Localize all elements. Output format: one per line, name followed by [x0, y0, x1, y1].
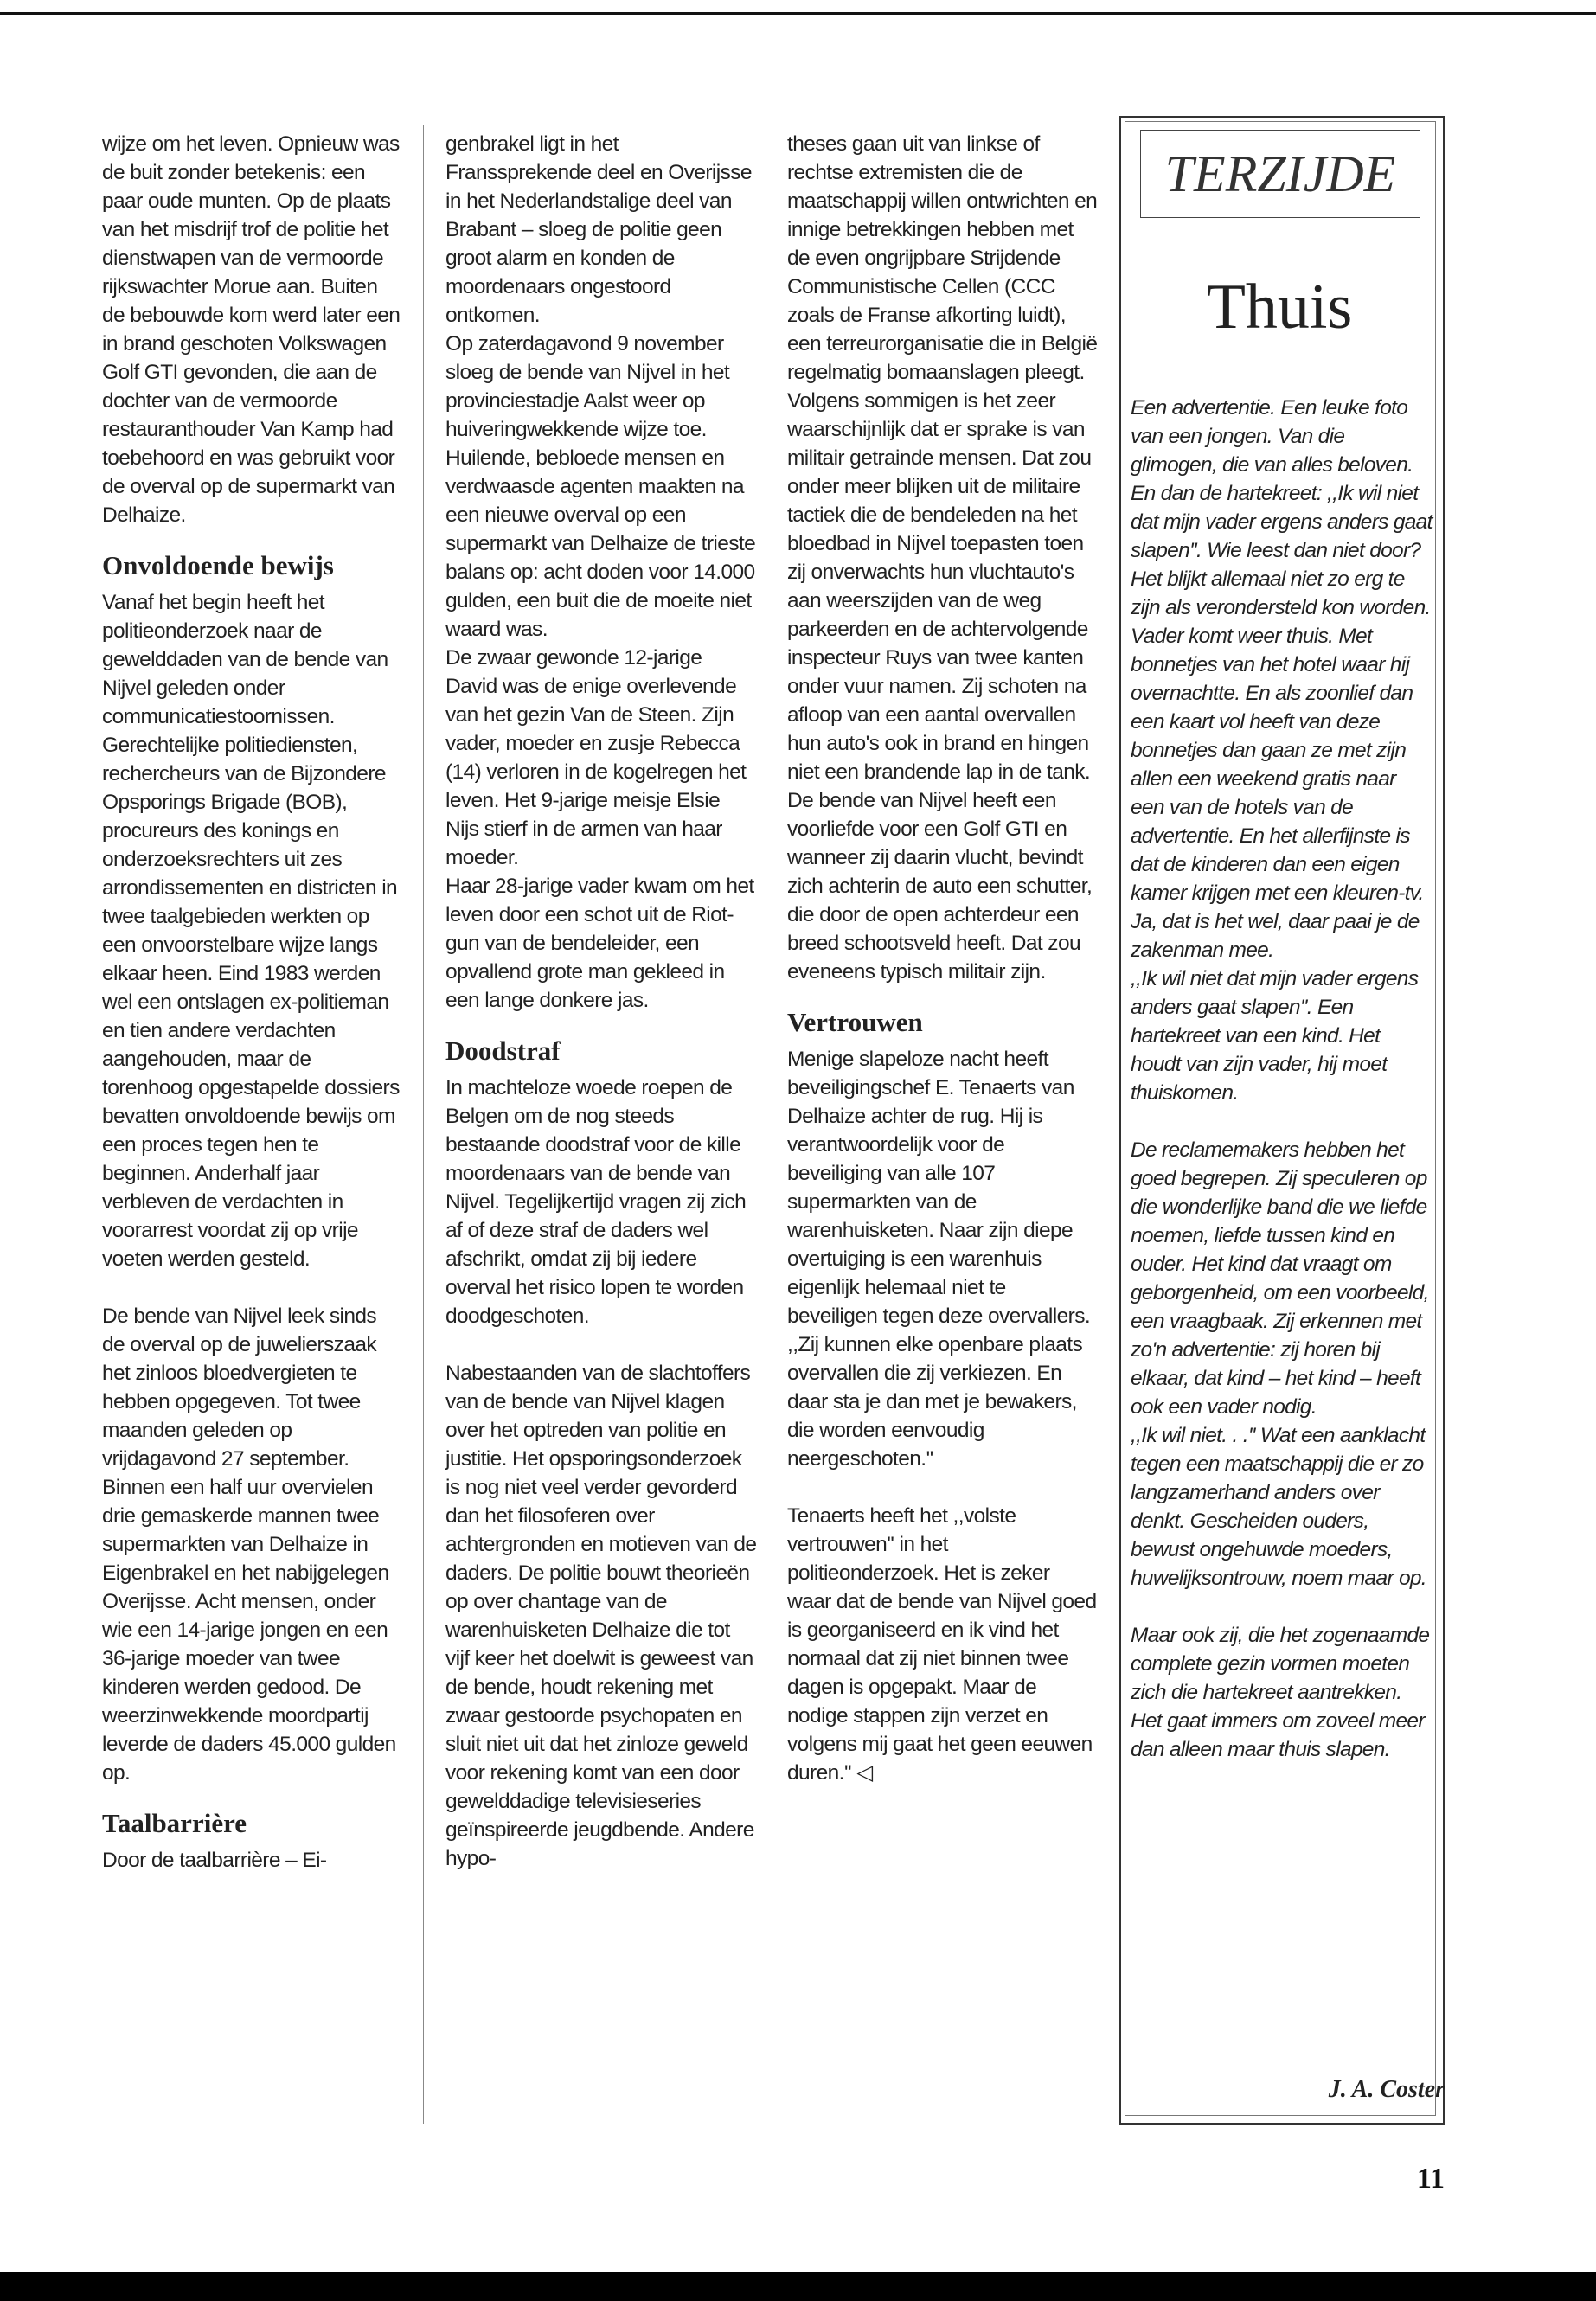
sidebar-text: [1131, 394, 1433, 1764]
paragraph: Door de taalbarrière – Ei-: [102, 1849, 327, 1872]
paragraph: Op zaterdagavond 9 november sloeg de bende van Nijvel in het provinciestadje Aalst weer op huiveringwekkende wijze toe. Huilende, bebloede mensen en verdwaasde agenten maakten na een nieuwe overval op een supermarkt van Delhaize de trieste balans op: acht doden voor 14.000 gulden, een buit die de moeite niet waard was.: [445, 332, 756, 641]
paragraph: genbrakel ligt in het Franssprekende deel en Overijsse in het Nederlandstalige deel van Brabant – sloeg de politie geen groot alarm en konden de moordenaars ongestoord ontkomen.: [445, 132, 752, 327]
article-column-3: [787, 130, 1099, 1787]
paragraph: Vanaf het begin heeft het politieonderzoek naar de gewelddaden van de bende van Nijvel geleden onder communicatiestoornissen. Gerechtelijke politiediensten, rechercheurs van de Bijzondere Opsporings Brigade (BOB), procureurs des konings en onderzoeksrechters uit zes arrondissementen en districten in twee taalgebieden werkten op een onvoorstelbare wijze langs elkaar heen. Eind 1983 werden wel een ontslagen ex-politieman en tien andere verdachten aangehouden, maar de torenhoog opgestapelde dossiers bevatten onvoldoende bewijs om een proces tegen hen te beginnen. Anderhalf jaar verbleven de verdachten in voorarrest voordat zij op vrije voeten werden gesteld.: [102, 591, 400, 1271]
article-column-1: [102, 130, 401, 1875]
paragraph: Maar ook zij, die het zogenaamde complete gezin vormen moeten zich die hartekreet aantrekken. Het gaat immers om zoveel meer dan alleen maar thuis slapen.: [1131, 1624, 1430, 1761]
paragraph: ,,Ik wil niet. . .'' Wat een aanklacht tegen een maatschappij die er zo langzamerhand anders over denkt. Gescheiden ouders, bewust ongehuwde moeders, huwelijksontrouw, noem maar op.: [1131, 1424, 1426, 1590]
page-number: 11: [1416, 2163, 1445, 2195]
paragraph: wijze om het leven. Opnieuw was de buit zonder betekenis: een paar oude munten. Op de plaats van het misdrijf trof de politie het dienstwapen van de vermoorde rijkswachter Morue aan. Buiten de bebouwde kom werd later een in brand geschoten Volkswagen Golf GTI gevonden, die aan de dochter van de vermoorde restauranthouder Van Kamp had toebehoord en was gebruikt voor de overval op de supermarkt van Delhaize.: [102, 132, 401, 527]
paragraph: Tenaerts heeft het ,,volste vertrouwen'' in het politieonderzoek. Het is zeker waar dat de bende van Nijvel goed is georganiseerd en ik vind het normaal dat zij niet binnen twee dagen is opgepakt. Maar de nodige stappen zijn verzet en volgens mij gaat het geen eeuwen duren.'' ◁: [787, 1504, 1097, 1785]
subheading: Vertrouwen: [787, 1007, 923, 1037]
subheading: Doodstraf: [445, 1035, 561, 1066]
paragraph: ,,Ik wil niet dat mijn vader ergens anders gaat slapen''. Een hartekreet van een kind. Het houdt van zijn vader, hij moet thuiskomen.: [1131, 967, 1419, 1105]
paragraph: theses gaan uit van linkse of rechtse extremisten die de maatschappij willen ontwrichten en innige betrekkingen hebben met de even ongrijpbare Strijdende Communistische Cellen (CCC zoals de Franse afkorting luidt), een terreurorganisatie die in België regelmatig bomaanslagen pleegt.: [787, 132, 1098, 384]
bottom-bar: [0, 2272, 1596, 2301]
author-byline: J. A. Coster: [1328, 2076, 1445, 2103]
paragraph: De zwaar gewonde 12-jarige David was de enige overlevende van het gezin Van de Steen. Zijn vader, moeder en zusje Rebecca (14) verloren in de kogelregen het leven. Het 9-jarige meisje Elsie Nijs stierf in de armen van haar moeder.: [445, 646, 747, 869]
paragraph: Haar 28-jarige vader kwam om het leven door een schot uit de Riot-gun van de bendeleider, een opvallend grote man gekleed in een lange donkere jas.: [445, 875, 754, 1012]
paragraph: Het blijkt allemaal niet zo erg te zijn als verondersteld kon worden. Vader komt weer thuis. Met bonnetjes van het hotel waar hij overnachtte. En als zoonlief dan een kaart vol heeft van deze bonnetjes dan gaan ze met zijn allen een weekend gratis naar een van de hotels van de advertentie. En het allerfijnste is dat de kinderen dan een eigen kamer krijgen met een kleuren-tv. Ja, dat is het wel, daar paai je de zakenman mee.: [1131, 567, 1431, 962]
top-rule: [0, 12, 1596, 15]
subheading: Taalbarrière: [102, 1808, 247, 1838]
article-column-2: [445, 130, 757, 1873]
subheading: Onvoldoende bewijs: [102, 550, 334, 580]
paragraph: Een advertentie. Een leuke foto van een jongen. Van die glimogen, die van alles beloven. En dan de hartekreet: ,,Ik wil niet dat mijn vader ergens anders gaat slapen''. Wie leest dan niet door?: [1131, 396, 1433, 562]
paragraph: Menige slapeloze nacht heeft beveiligingschef E. Tenaerts van Delhaize achter de rug. Hij is verantwoordelijk voor de beveiliging van alle 107 supermarkten van de warenhuisketen. Naar zijn diepe overtuiging is een warenhuis eigenlijk helemaal niet te beveiligen tegen deze overvallers. ,,Zij kunnen elke openbare plaats overvallen die zij verkiezen. En daar sta je dan met je bewakers, die worden eenvoudig neergeschoten.'': [787, 1048, 1091, 1471]
column-divider: [423, 125, 424, 2124]
paragraph: Nabestaanden van de slachtoffers van de bende van Nijvel klagen over het optreden van politie en justitie. Het opsporingsonderzoek is nog niet veel verder gevorderd dan het filosoferen over achtergronden en motieven van de daders. De politie bouwt theorieën op over chantage van de warenhuisketen Delhaize die tot vijf keer het doelwit is geweest van de bende, houdt rekening met zwaar gestoorde psychopaten en sluit niet uit dat het zinloze geweld voor rekening komt van een door gewelddadige televisieseries geïnspireerde jeugdbende. Andere hypo-: [445, 1362, 757, 1870]
sidebar-label: TERZIJDE: [1140, 130, 1420, 218]
paragraph: De bende van Nijvel leek sinds de overval op de juwelierszaak het zinloos bloedvergieten te hebben opgegeven. Tot twee maanden geleden op vrijdagavond 27 september. Binnen een half uur overvielen drie gemaskerde mannen twee supermarkten van Delhaize in Eigenbrakel en het nabijgelegen Overijsse. Acht mensen, onder wie een 14-jarige jongen en een 36-jarige moeder van twee kinderen werden gedood. De weerzinwekkende moordpartij leverde de daders 45.000 gulden op.: [102, 1304, 396, 1785]
sidebar-title: Thuis: [1206, 272, 1353, 343]
paragraph: Volgens sommigen is het zeer waarschijnlijk dat er sprake is van militair getrainde mensen. Dat zou onder meer blijken uit de militaire tactiek die de bendeleden na het bloedbad in Nijvel toepasten toen zij onverwachts hun vluchtauto's aan weerszijden van de weg parkeerden en de achtervolgende inspecteur Ruys van twee kanten onder vuur namen. Zij schoten na afloop van een aantal overvallen hun auto's ook in brand en hingen niet een brandende lap in de tank. De bende van Nijvel heeft een voorliefde voor een Golf GTI en wanneer zij daarin vlucht, bevindt zich achterin de auto een schutter, die door de open achterdeur een breed schootsveld heeft. Dat zou eveneens typisch militair zijn.: [787, 389, 1093, 984]
paragraph: In machteloze woede roepen de Belgen om de nog steeds bestaande doodstraf voor de kille moordenaars van de bende van Nijvel. Tegelijkertijd vragen zij zich af of deze straf de daders wel afschrikt, omdat zij bij iedere overval het risico lopen te worden doodgeschoten.: [445, 1076, 747, 1328]
paragraph: De reclamemakers hebben het goed begrepen. Zij speculeren op die wonderlijke band die we liefde noemen, liefde tussen kind en ouder. Het kind dat vraagt om geborgenheid, om een voorbeeld, een vraagbaak. Zij erkennen met zo'n advertentie: zij horen bij elkaar, dat kind – het kind – heeft ook een vader nodig.: [1131, 1138, 1429, 1419]
